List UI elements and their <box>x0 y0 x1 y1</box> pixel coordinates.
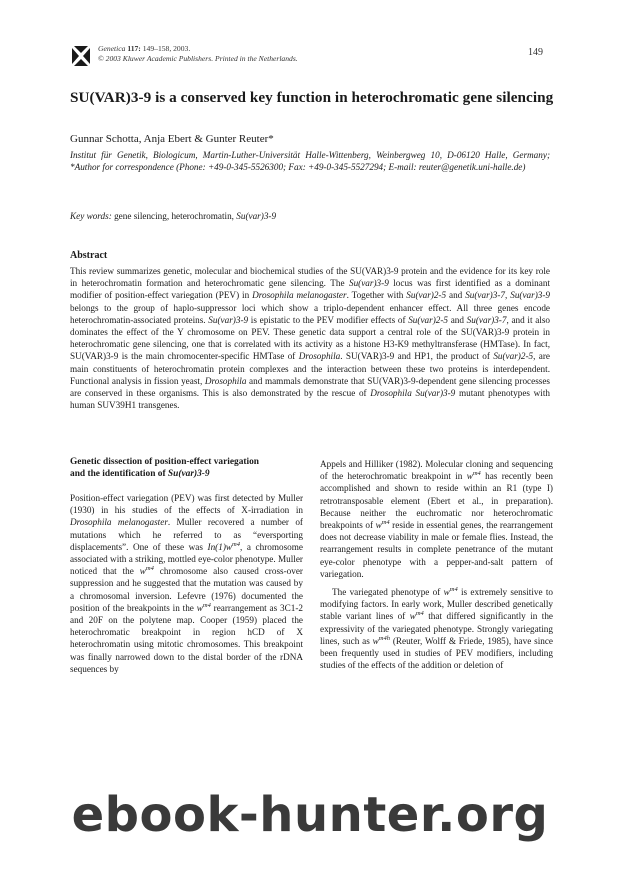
body-italic: w <box>375 520 382 531</box>
abstract-text: locus was first identified as a dominant modifier of position-effect variegation (PEV) in <box>70 278 550 301</box>
abstract-text: , and it also dominates the effect of the Y chromosome on PEV. These genetic data support a central role of the SU(VAR)3-9 protein in heterochromatic gene silencing, one that is correlated with its activity as a histone H3-K9 methyltransferase (HMTase). In fact, SU(VAR)3-9 is the main chromocenter-specific HMTase of <box>70 314 550 362</box>
keywords-line <box>70 211 276 221</box>
body-text: is extremely sensitive to modifying factors. In early work, Muller described genetically stable variant lines of <box>320 587 553 622</box>
body-text: rearrangement as 3C1-2 and 20F on the polytene map. Cooper (1959) placed the heterochromatic breakpoint in region hCD of X heterochromatin using mitotic chromosomes. This breakpoint was finally narrowed down to the distal border of the rDNA sequences by <box>70 602 303 674</box>
paper-title: SU(VAR)3-9 is a conserved key function in heterochromatic gene silencing <box>70 89 554 106</box>
body-italic: Drosophila melanogaster <box>70 517 168 528</box>
body-superscript: m4 <box>449 585 458 593</box>
body-italic: w <box>372 635 379 646</box>
body-text: , a chromosome associated with a striking, mottled eye-color phenotype. Muller noticed that the <box>70 541 303 577</box>
body-text: (Reuter, Wolff & Friede, 1985), have since been frequently used in studies of PEV modifiers, including studies of the effects of the addition or deletion of <box>320 635 553 671</box>
abstract-italic: Su(var)3-7 <box>465 290 505 301</box>
abstract-text: belongs to the group of haplo-suppressor loci which show a triplo-dependent enhancer effect. All three genes encode heterochromatin-associated proteins. <box>70 302 550 325</box>
body-italic: w <box>443 587 450 598</box>
abstract-italic: Su(var)2-5 <box>406 290 447 301</box>
keywords-text: gene silencing, heterochromatin, <box>114 211 234 221</box>
section-heading-line2: and the identification of <box>70 469 168 479</box>
journal-pages: 149–158, 2003. <box>142 44 191 53</box>
copyright-line: © 2003 Kluwer Academic Publishers. Printed in the Netherlands. <box>98 54 298 63</box>
section-heading-italic: Su(var)3-9 <box>167 469 210 479</box>
body-italic: w <box>466 471 473 482</box>
abstract-italic: Su(var)2-5 <box>408 314 449 325</box>
body-italic: w <box>139 566 146 577</box>
abstract-text: and <box>446 290 466 301</box>
body-column-left <box>70 456 303 675</box>
body-text: The variegated phenotype of <box>332 587 444 598</box>
abstract-text: and mammals demonstrate that SU(VAR)3-9-dependent gene silencing processes are conserved in these organisms. This is also demonstrated by the rescue of <box>70 375 550 399</box>
body-superscript: m4 <box>415 610 424 618</box>
journal-citation <box>98 44 298 64</box>
abstract-italic: Drosophila <box>298 351 341 362</box>
abstract-text: and <box>448 314 467 325</box>
abstract-italic: Su(var)3-9 <box>510 290 551 301</box>
abstract-italic: Su(var)3-9 <box>348 278 389 289</box>
abstract-text: , are main constituents of heterochromatin protein complexes and the interaction between these two proteins is interdependent. Functional analysis in fission yeast, <box>70 351 551 386</box>
abstract-italic: Su(var)3-7 <box>466 314 507 325</box>
watermark-text: ebook-hunter.org <box>71 787 549 843</box>
body-superscript: m4 <box>232 540 240 548</box>
body-text: has recently been accomplished and shown to reside within an R1 (type I) retrotransposable element (Ebert et al., in preparation). Because neither the euchromatic nor heterochromatic breakpoints of <box>320 471 553 531</box>
body-paragraph <box>70 492 303 675</box>
abstract-text: is epistatic to the PEV modifier effects of <box>248 314 409 325</box>
keywords-label: Key words: <box>70 211 112 221</box>
abstract-body <box>70 265 550 411</box>
abstract-italic: Drosophila <box>204 375 247 386</box>
page-number: 149 <box>528 47 543 58</box>
abstract-text: , <box>505 290 511 301</box>
body-text: Appels and Hilliker (1982). Molecular cloning and sequencing of the heterochromatic breakpoint in <box>320 459 553 482</box>
body-text: . Muller recovered a number of mutations which he referred to as “eversporting displacements”. One of these was <box>70 517 303 552</box>
body-italic: In(1)w <box>207 541 233 552</box>
abstract-text: mutant phenotypes with human SUV39H1 transgenes. <box>70 388 551 411</box>
journal-volume: 117: <box>127 44 141 53</box>
journal-name: Genetica <box>98 44 126 53</box>
abstract-text: . SU(VAR)3-9 and HP1, the product of <box>340 351 494 362</box>
body-text: that differed significantly in the expressivity of the variegated phenotype. Strongly variegating lines, such as <box>320 611 554 646</box>
body-text: chromosome also caused cross-over suppression and he suggested that the mutation was caused by a chromosomal inversion. Lefevre (1976) documented the position of the breakpoints in the <box>70 566 303 613</box>
abstract-heading: Abstract <box>70 250 108 261</box>
body-superscript: m4 <box>381 518 390 526</box>
body-superscript: m4 <box>472 470 481 478</box>
body-italic: w <box>196 602 203 613</box>
abstract-italic: Su(var)2-5 <box>493 351 534 362</box>
abstract-text: This review summarizes genetic, molecular and biochemical studies of the SU(VAR)3-9 protein and the evidence for its key role in heterochromatin formation and heterochromatic gene silencing. The <box>70 266 550 289</box>
abstract-text: . Together with <box>346 290 407 301</box>
body-superscript: m4 <box>202 601 211 609</box>
body-superscript: m4 <box>145 565 154 573</box>
section-heading <box>70 456 303 480</box>
author-affiliation: Institut für Genetik, Biologicum, Martin-Luther-Universität Halle-Wittenberg, Weinbergweg 10, D-06120 Halle, Germany; *Author for correspondence (Phone: +49-0-345-5526300; Fax: +49-0-345-5527294; E-mail: reuter@genetik.uni-halle.de) <box>70 150 550 173</box>
body-paragraph <box>320 586 553 671</box>
abstract-italic: Su(var)3-9 <box>208 314 249 325</box>
body-italic: w <box>409 611 416 622</box>
body-column-right <box>320 458 553 671</box>
keywords-italic: Su(var)3-9 <box>236 211 277 221</box>
abstract-italic: Drosophila melanogaster <box>252 290 347 301</box>
author-list: Gunnar Schotta, Anja Ebert & Gunter Reuter* <box>70 133 274 145</box>
body-text: reside in essential genes, the rearrangement does not decrease viability in male or female flies. Instead, the rearrangement results in complete penetrance of the mutant eye-color phenotype with a pepper-and-salt pattern of variegation. <box>320 520 553 579</box>
body-text: Position-effect variegation (PEV) was first detected by Muller (1930) in his studies of the effects of X-irradiation in <box>70 493 303 516</box>
body-superscript: m4h <box>378 634 390 642</box>
kluwer-logo-icon <box>70 45 92 67</box>
section-heading-line1: Genetic dissection of position-effect variegation <box>70 457 260 467</box>
abstract-italic: Drosophila Su(var)3-9 <box>370 388 456 399</box>
body-paragraph <box>320 458 553 580</box>
